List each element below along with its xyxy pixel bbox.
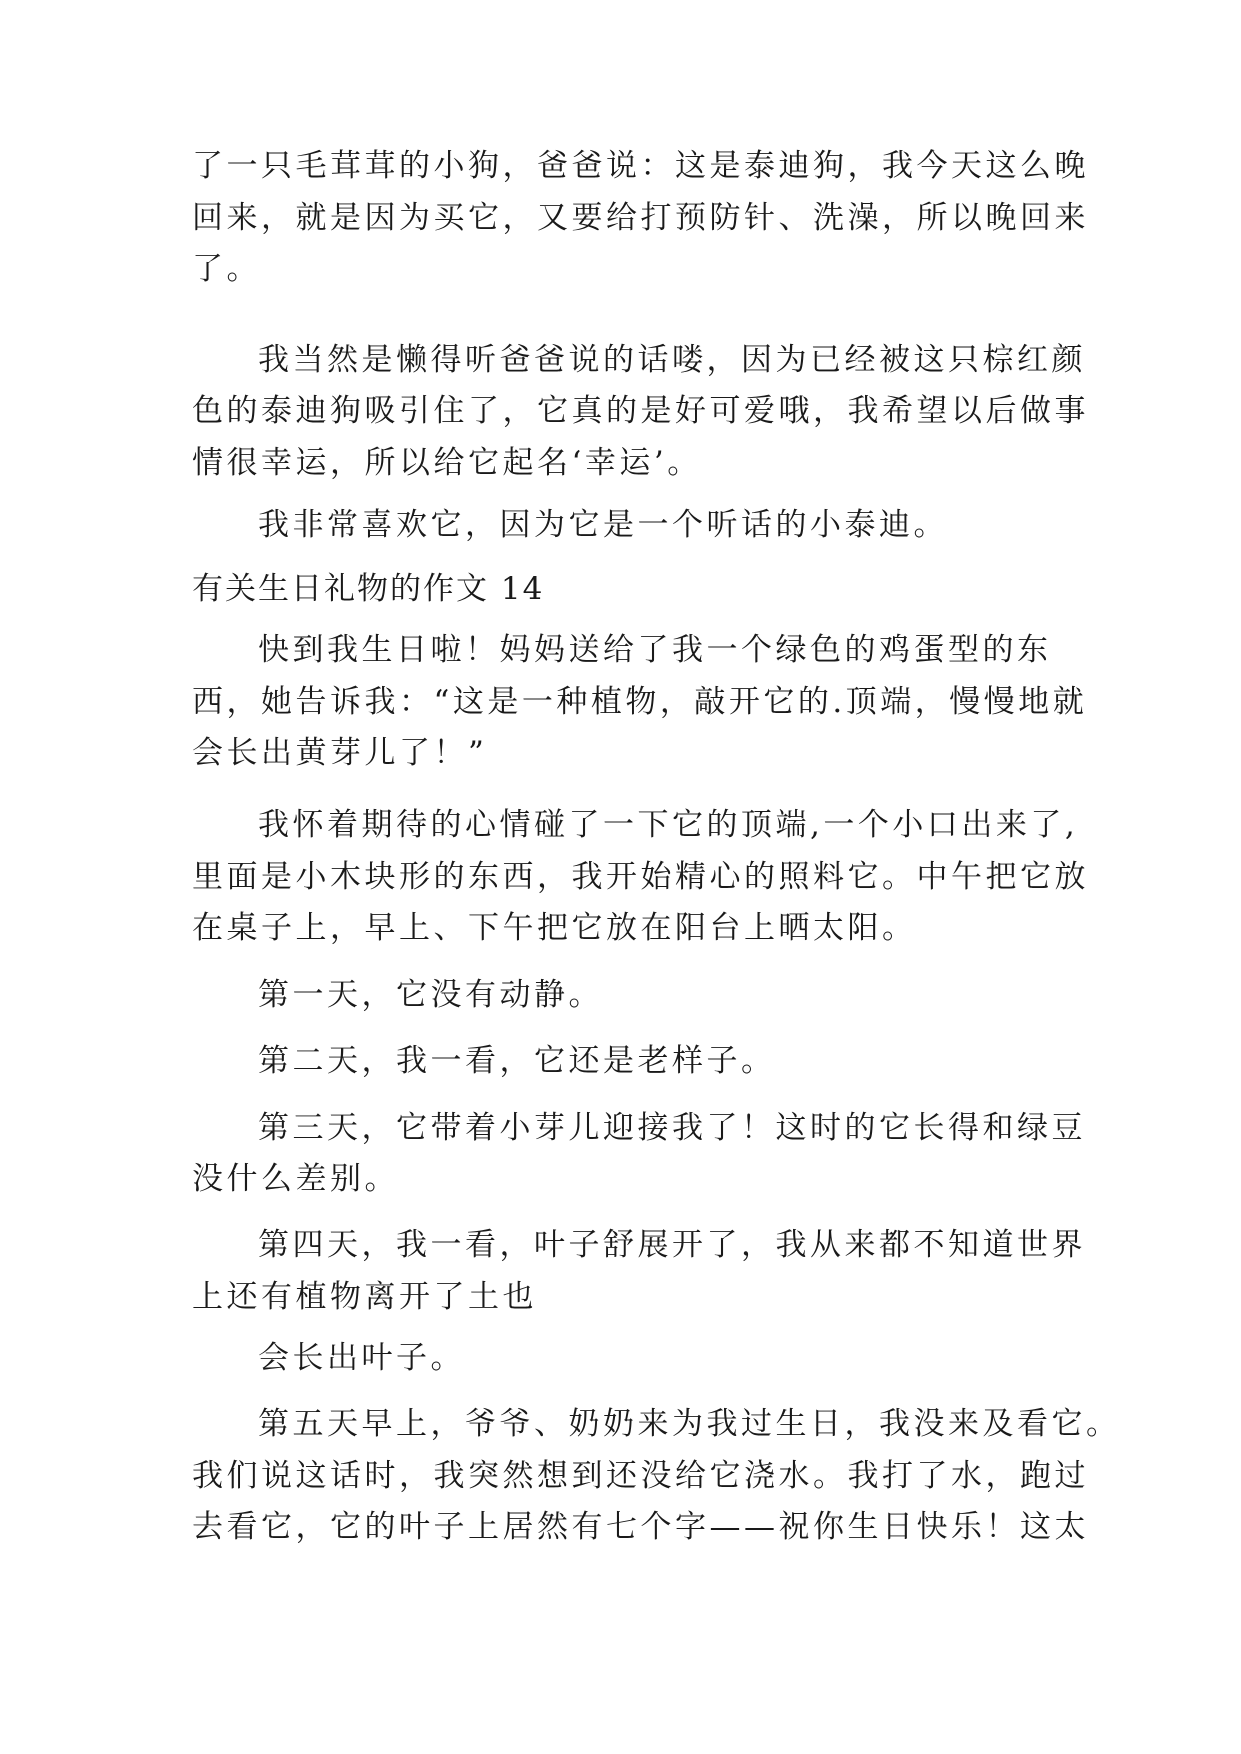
text-line: 里面是小木块形的东西，我开始精心的照料它。中午把它放: [192, 859, 1089, 895]
text-line: 会长出叶子。: [258, 1340, 465, 1376]
text-line: 我怀着期待的心情碰了一下它的顶端,一个小口出来了,: [258, 807, 1079, 843]
text-line: 第五天早上，爷爷、奶奶来为我过生日，我没来及看它。: [258, 1406, 1121, 1442]
text-line: 快到我生日啦！妈妈送给了我一个绿色的鸡蛋型的东: [258, 632, 1052, 668]
text-line: 去看它，它的叶子上居然有七个字——祝你生日快乐！这太: [192, 1509, 1089, 1545]
text-line: 没什么差别。: [192, 1161, 399, 1197]
section-heading: 有关生日礼物的作文 14: [192, 571, 545, 607]
text-line: 我非常喜欢它，因为它是一个听话的小泰迪。: [258, 507, 948, 543]
text-line: 回来，就是因为买它，又要给打预防针、洗澡，所以晚回来: [192, 200, 1089, 236]
text-line: 情很幸运，所以给它起名‘幸运’。: [192, 445, 702, 481]
text-line: 色的泰迪狗吸引住了，它真的是好可爱哦，我希望以后做事: [192, 393, 1089, 429]
text-line: 第四天，我一看，叶子舒展开了，我从来都不知道世界: [258, 1227, 1086, 1263]
text-line: 了一只毛茸茸的小狗，爸爸说：这是泰迪狗，我今天这么晚: [192, 148, 1089, 184]
text-line: 会长出黄芽儿了！”: [192, 735, 488, 771]
text-line: 第三天，它带着小芽儿迎接我了！这时的它长得和绿豆: [258, 1110, 1086, 1146]
text-line: 我当然是懒得听爸爸说的话喽，因为已经被这只棕红颜: [258, 342, 1086, 378]
text-line: 第二天，我一看，它还是老样子。: [258, 1043, 776, 1079]
text-line: 在桌子上，早上、下午把它放在阳台上晒太阳。: [192, 910, 917, 946]
text-line: 上还有植物离开了土也: [192, 1279, 537, 1315]
text-line: 西，她告诉我：“这是一种植物，敲开它的.顶端，慢慢地就: [192, 684, 1088, 720]
text-line: 了。: [192, 251, 261, 287]
text-line: 第一天，它没有动静。: [258, 977, 603, 1013]
text-line: 我们说这话时，我突然想到还没给它浇水。我打了水，跑过: [192, 1458, 1089, 1494]
